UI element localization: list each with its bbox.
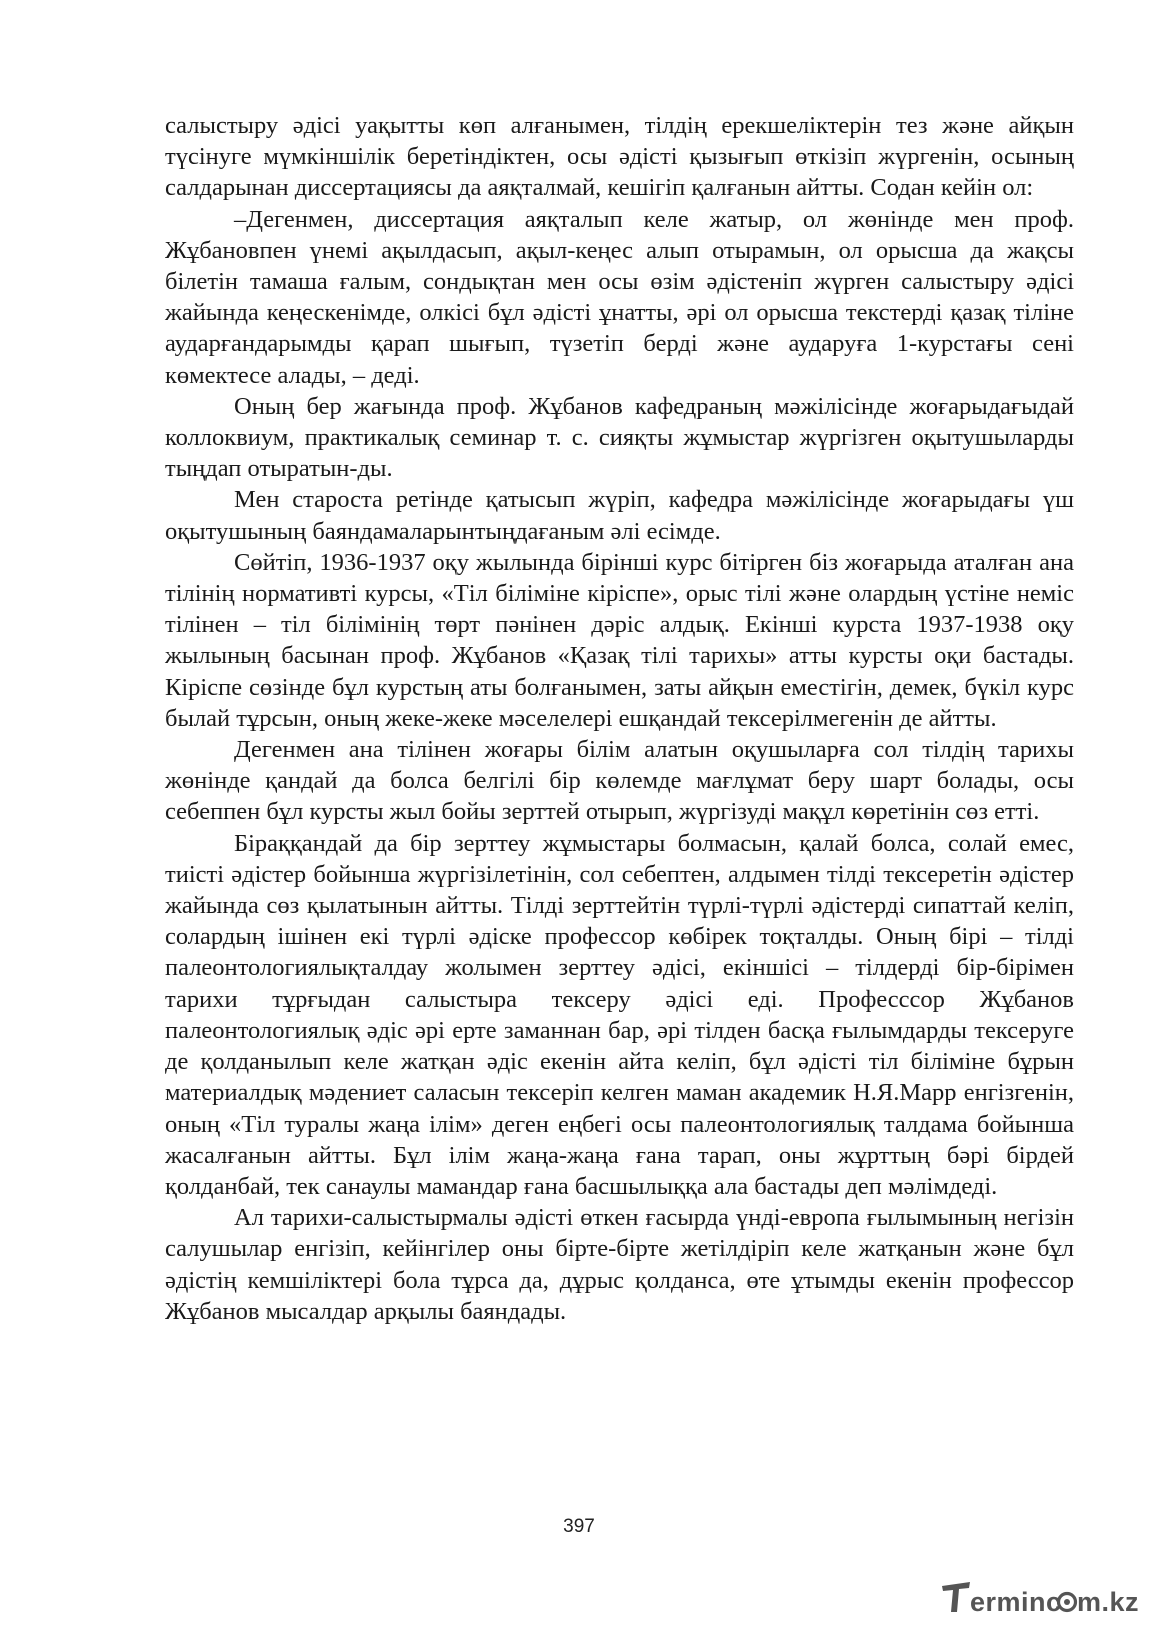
page-number: 397 [563, 1516, 595, 1537]
paragraph: салыстыру әдісі уақытты көп алғанымен, тілдің ерекшеліктерін тез және айқын түсінуге мүмкіншілік беретіндіктен, осы әдісті қызығып өткізіп жүргенін, осының салдарынан диссертациясы да аяқталмай, кешігіп қалғанын айтты. Содан кейін ол: [165, 112, 1074, 202]
paragraph: Мен староста ретінде қатысып жүріп, кафедра мәжілісінде жоғарыдағы үш оқытушының баяндамаларынтыңдағаным әлі есімде. [165, 486, 1074, 545]
document-body [165, 110, 1074, 1327]
paragraph: –Дегенмен, диссертация аяқталып келе жатыр, ол жөнінде мен проф. Жұбановпен үнемі ақылдасып, ақыл-кеңес алып отырамын, ол орысша да жақсы білетін тамаша ғалым, сондықтан мен осы өзім әдістеніп жүрген салыстыру әдісі жайында кеңескенімде, олкісі бұл әдісті ұнатты, әрі ол орысша текстерді қазақ тіліне аударғандарымды қарап шығып, түзетіп берді және аударуға 1-курстағы сені көмектесе алады, – деді. [165, 205, 1074, 389]
paragraph: Ал тарихи-салыстырмалы әдісті өткен ғасырда үнді-европа ғылымының негізін салушылар енгізіп, кейінгілер оны бірте-бірте жетілдіріп келе жатқанын және бұл әдістің кемшіліктері бола тұрса да, дұрыс қолданса, өте ұтымды екенін профессор Жұбанов мысалдар арқылы баяндады. [165, 1204, 1074, 1325]
svg-text:m.kz: m.kz [1077, 1587, 1140, 1617]
svg-text:erminc: erminc [970, 1587, 1062, 1617]
paragraph: Сөйтіп, 1936-1937 оқу жылында бірінші курс бітірген біз жоғарыда аталған ана тілінің нормативті курсы, «Тіл біліміне кіріспе», орыс тілі және олардың үстіне неміс тілінен – тіл білімінің төрт пәнінен дәріс алдық. Екінші курста 1937-1938 оқу жылының басынан проф. Жұбанов «Қазақ тілі тарихы» атты курсты оқи бастады. Кіріспе сөзінде бұл курстың аты болғанымен, заты айқын еместігін, демек, бүкіл курс былай тұрсын, оның жеке-жеке мәселелері ешқандай тексерілмегенін де айтты. [165, 548, 1074, 732]
paragraph: Оның бер жағында проф. Жұбанов кафедраның мәжілісінде жоғарыдағыдай коллоквиум, практикалық семинар т. с. сияқты жұмыстар жүргізген оқытушыларды тыңдап отыратын-ды. [165, 392, 1074, 483]
termincom-logo-icon [940, 1578, 1140, 1620]
termincom-logo [940, 1578, 1140, 1620]
paragraph: Біраққандай да бір зерттеу жұмыстары болмасын, қалай болса, солай емес, тиісті әдістер бойынша жүргізілетінін, сол себептен, алдымен тілді тексеретін әдістер жайында сөз қылатынын айтты. Тілді зерттейтін түрлі-түрлі әдістерді сипаттай келіп, солардың ішінен екі түрлі әдіске профессор көбірек тоқталды. Оның бірі – тілді палеонтологиялықталдау жолымен зерттеу әдісі, екіншісі – тілдерді бір-бірімен тарихи тұрғыдан салыстыра тексеру әдісі еді. Професссор Жұбанов палеонтологиялық әдіс әрі ерте заманнан бар, әрі тілден басқа ғылымдарды тексеруге де қолданылып келе жатқан әдіс екенін айта келіп, бұл әдісті тіл біліміне бұрын материалдық мәдениет саласын тексеріп келген маман академик Н.Я.Марр енгізгенін, оның «Тіл туралы жаңа ілім» деген еңбегі осы палеонтологиялық талдама бойынша жасалғанын айтты. Бұл ілім жаңа-жаңа ғана тарап, оны жұрттың бәрі бірдей қолданбай, тек санаулы мамандар ғана басшылыққа ала бастады деп мәлімдеді. [165, 829, 1074, 1200]
paragraph: Дегенмен ана тілінен жоғары білім алатын оқушыларға сол тілдің тарихы жөнінде қандай да болса белгілі бір көлемде мағлұмат беру шарт болады, осы себеппен бұл курсты жыл бойы зерттей отырып, жүргізуді мақұл көретінін сөз етті. [165, 736, 1074, 826]
